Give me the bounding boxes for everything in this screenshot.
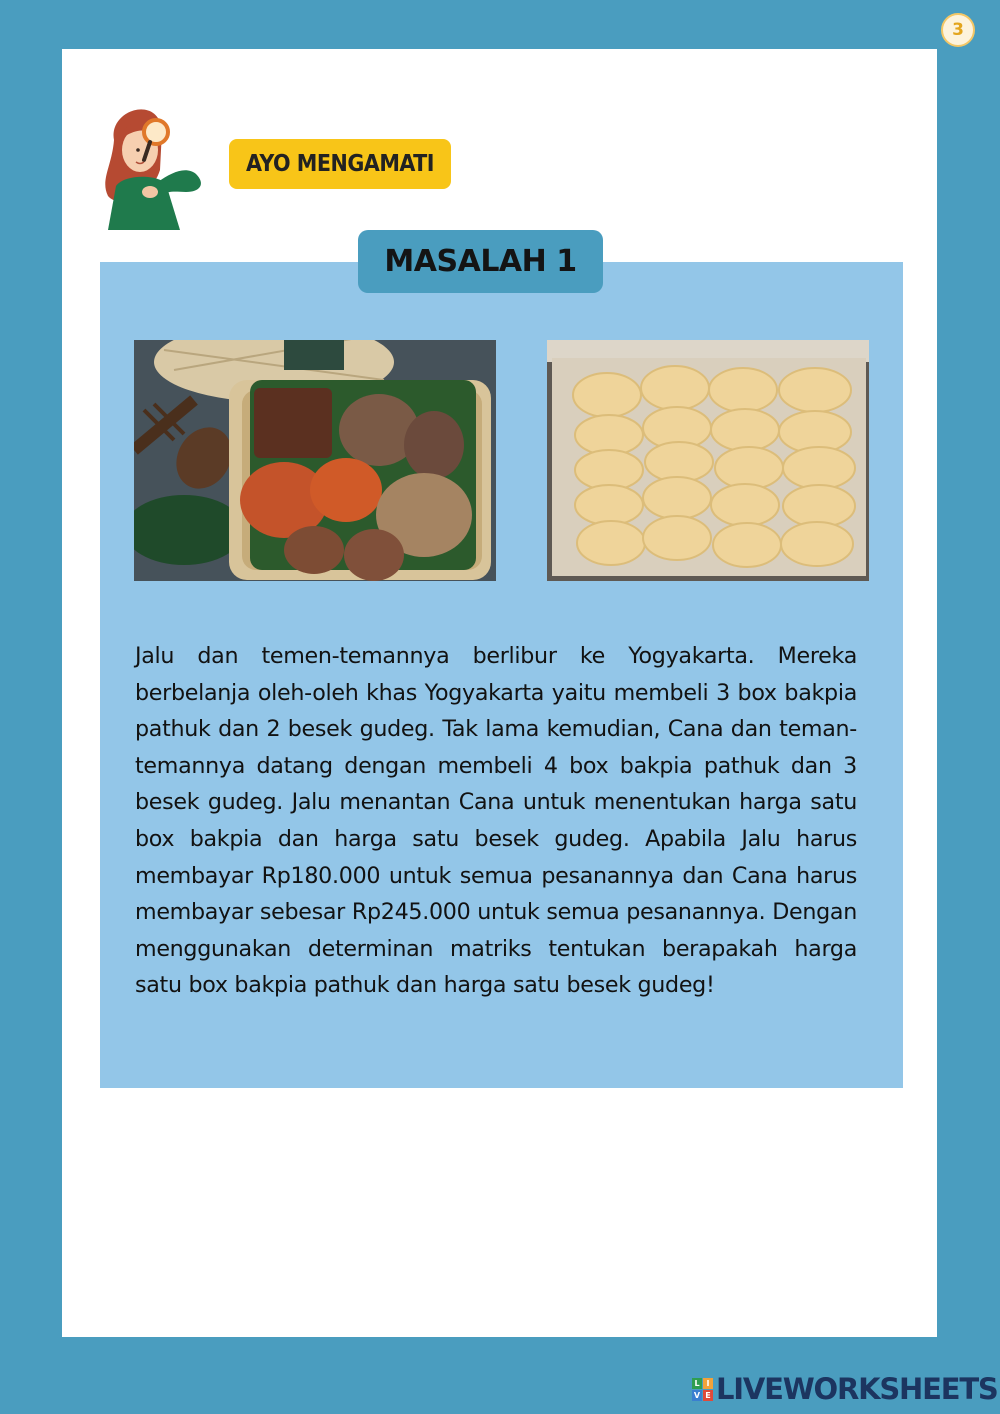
problem-title: MASALAH 1	[358, 230, 603, 293]
bakpia-box-photo	[547, 340, 869, 581]
logo-letter-l: L	[692, 1378, 702, 1389]
problem-text: Jalu dan temen-temannya berlibur ke Yogyakarta. Mereka berbelanja oleh-oleh khas Yogyakarta yaitu membeli 3 box bakpia pathuk dan 2 besek gudeg. Tak lama kemudian, Cana dan teman-temannya datang dengan membeli 4 box bakpia pathuk dan 3 besek gudeg. Jalu menantan Cana untuk menentukan harga satu box bakpia dan harga satu besek gudeg. Apabila Jalu harus membayar Rp180.000 untuk semua pesanannya dan Cana harus membayar sebesar Rp245.000 untuk semua pesanannya. Dengan menggunakan determinan matriks tentukan berapakah harga satu box bakpia pathuk dan harga satu besek gudeg!	[135, 643, 857, 999]
logo-letter-v: V	[693, 1390, 701, 1400]
logo-letter-i: I	[703, 1378, 713, 1389]
logo-letter-e: E	[703, 1390, 713, 1401]
gudeg-basket-photo	[134, 340, 496, 581]
brand-name: LIVEWORKSHEETS	[716, 1372, 998, 1406]
liveworksheets-logo-icon	[692, 1378, 713, 1401]
section-label-badge: AYO MENGAMATI	[229, 139, 451, 189]
girl-with-magnifier-icon	[100, 100, 212, 230]
page-number-badge: 3	[941, 13, 975, 47]
liveworksheets-brand[interactable]	[692, 1372, 998, 1406]
